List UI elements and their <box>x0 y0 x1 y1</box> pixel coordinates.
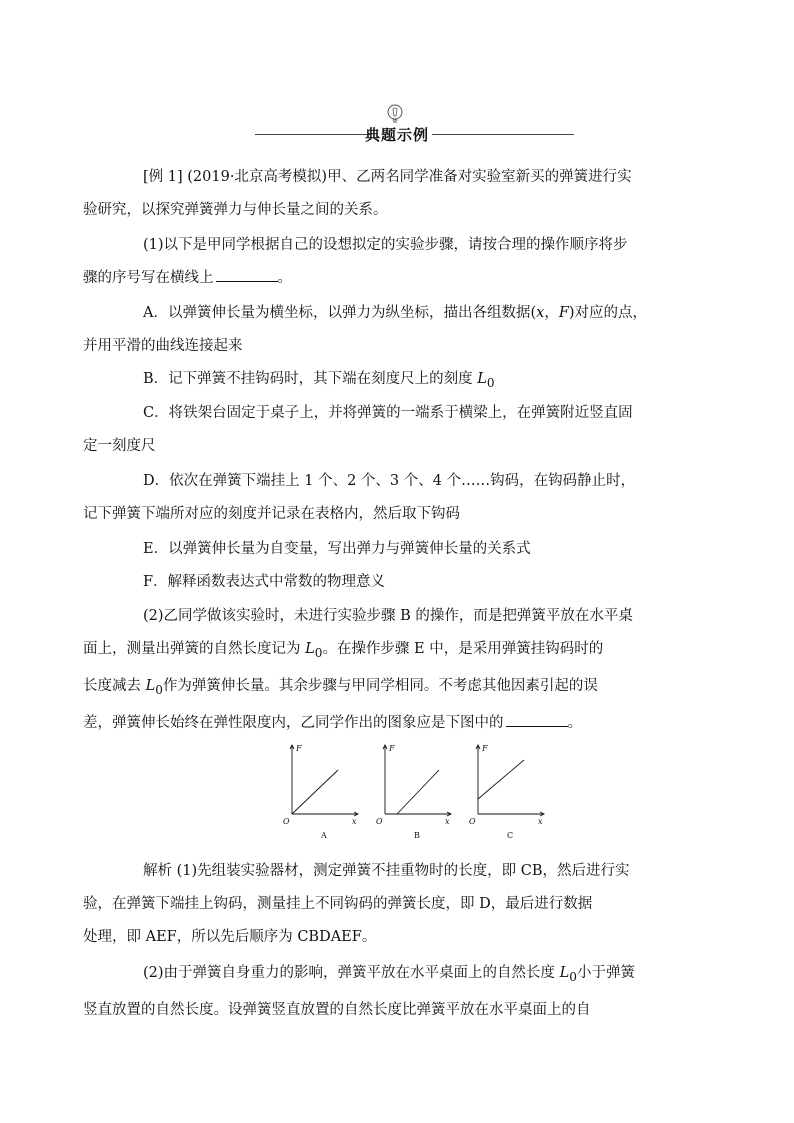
graph-option-b[interactable] <box>373 742 453 842</box>
graph-c-origin: O <box>469 817 476 826</box>
solution-2: (2)由于弹簧自身重力的影响，弹簧平放在水平桌面上的自然长度 $L_0$小于弹簧 竖直放置的自然长度。设弹簧竖直放置的自然长度比弹簧平放在水平桌面上的自 <box>83 965 635 1018</box>
step-a: A．以弹簧伸长量为横坐标，以弹力为纵坐标，描出各组数据(x，F)对应的点， 并用平滑的曲线连接起来 <box>83 305 648 354</box>
lightbulb-icon <box>384 103 406 125</box>
graph-b-label: B <box>414 831 420 840</box>
step-e: E．以弹簧伸长量为自变量，写出弹力与弹簧伸长量的关系式 <box>143 541 531 557</box>
graph-option-c[interactable] <box>466 742 546 842</box>
example-intro: [例 1] (2019·北京高考模拟)甲、乙两名同学准备对实验室新买的弹簧进行实 验研究，以探究弹簧弹力与伸长量之间的关系。 <box>83 169 632 218</box>
graph-option-a[interactable] <box>280 742 360 842</box>
option-graphs <box>280 742 555 842</box>
step-f: F．解释函数表达式中常数的物理意义 <box>143 574 386 590</box>
example-source: (2019·北京高考模拟) <box>187 169 328 185</box>
graph-b-y-label: F <box>389 744 395 753</box>
graph-c-x-label: x <box>538 817 543 826</box>
answer-blank-2[interactable] <box>506 712 568 727</box>
graph-a-x-label: x <box>352 817 357 826</box>
step-d: D．依次在弹簧下端挂上 1 个、2 个、3 个、4 个……钩码，在钩码静止时， 记下弹簧下端所对应的刻度并记录在表格内，然后取下钩码 <box>83 473 636 522</box>
title-rule-right <box>432 134 574 135</box>
graph-b-line <box>397 770 439 814</box>
section-title: 典题示例 <box>364 126 429 144</box>
question-2: (2)乙同学做该实验时，未进行实验步骤 B 的操作，而是把弹簧平放在水平桌 面上，测量出弹簧的自然长度记为 $L_0$。在操作步骤 E 中，是采用弹簧挂钩码时的 长度减去 $L_0$作为弹簧伸长量。其余步骤与甲同学相同。不考虑其他因素引起的误 差，弹簧伸长始终在弹性限度内，乙同学作出的图象应是下图中的 。 <box>83 608 633 731</box>
solution-1: 解析 (1)先组装实验器材，测定弹簧不挂重物时的长度，即 CB，然后进行实 验，在弹簧下端挂上钩码，测量挂上不同钩码的弹簧长度，即 D，最后进行数据 处理，即 AEF，所以先后顺序为 CBDAEF。 <box>83 863 630 945</box>
graph-c-line <box>478 760 524 799</box>
graph-c-label: C <box>507 831 514 840</box>
graph-a-y-label: F <box>296 744 302 753</box>
graph-a-origin: O <box>283 817 290 826</box>
solution-label: 解析 <box>143 863 172 879</box>
question-1: (1)以下是甲同学根据自己的设想拟定的实验步骤，请按合理的操作顺序将步 骤的序号写在横线上 。 <box>83 237 628 286</box>
answer-blank-1[interactable] <box>216 267 278 282</box>
example-label: [例 1] <box>143 169 183 185</box>
step-c: C．将铁架台固定于桌子上，并将弹簧的一端系于横梁上，在弹簧附近竖直固 定一刻度尺 <box>83 405 633 454</box>
graph-a-label: A <box>321 831 327 840</box>
graph-a-line <box>292 770 338 814</box>
graph-c-y-label: F <box>482 744 488 753</box>
graph-b-origin: O <box>376 817 383 826</box>
step-b: B．记下弹簧不挂钩码时，其下端在刻度尺上的刻度 $L_0$ <box>143 371 495 390</box>
graph-b-x-label: x <box>445 817 450 826</box>
